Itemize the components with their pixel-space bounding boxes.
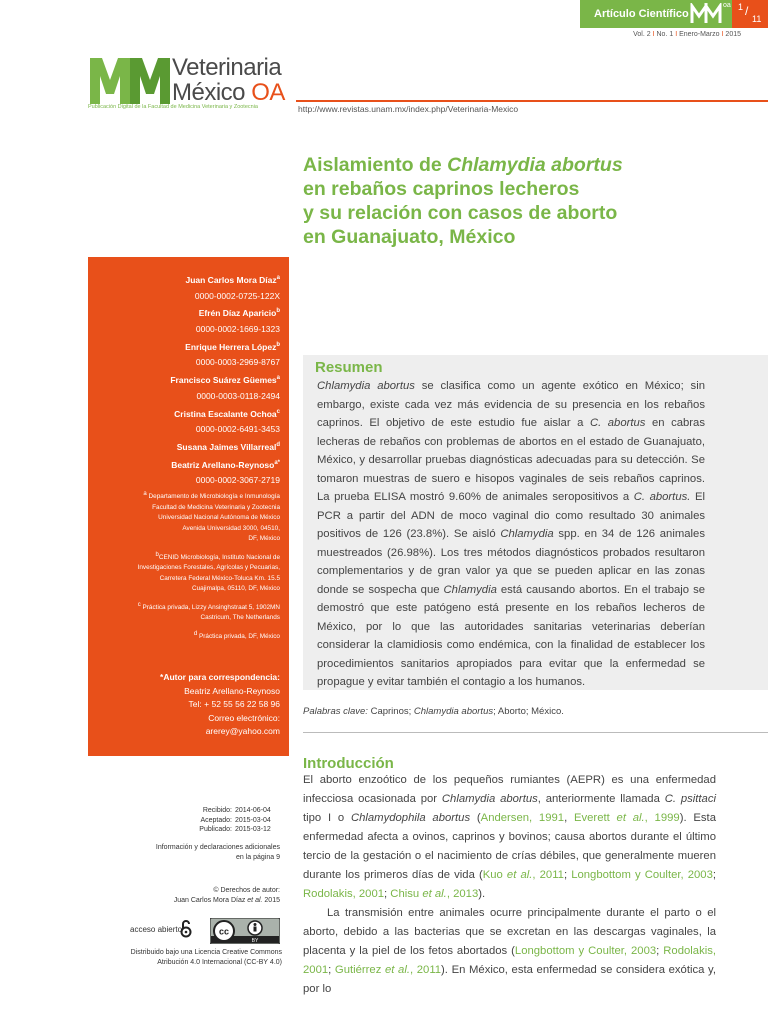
affiliation-a: $^a$ Departamento de Microbiología e Inmunología Facultad de Medicina Veterinaria y Zootecnia Universidad Nacional Autónoma de México Avenida Universidad 3000, 04510, DF, México [143,491,280,543]
keywords: Palabras clave: Caprinos; Chlamydia abortus; Aborto; México. [303,706,564,717]
title-line-3: y su relación con casos de aborto [303,202,618,224]
journal-subtitle: Publicación Digital de la Facultad de Medicina Veterinaria y Zootecnia [88,104,258,110]
journal-name-line2 [172,79,285,107]
citation-link[interactable]: Everett et al., 1999 [573,812,680,824]
open-access-lock-icon [180,920,192,938]
introduction-heading: Introducción [303,755,394,772]
citation-link[interactable]: Longbottom y Coulter, 2003 [571,869,713,881]
copyright: © Derechos de autor: Juan Carlos Mora Díaz et al. 2015 [173,887,280,904]
introduction-body [303,771,716,999]
keywords-label: Palabras clave: [303,706,368,717]
author-orcid-link[interactable]: 0000-0002-0725-122X [194,290,280,301]
author-name: Francisco Suárez Güemes$^a$ [170,375,280,386]
page-slash: / [745,4,749,18]
correspondence-heading: *Autor para correspondencia: [160,672,280,682]
section-label: Artículo Científico [594,8,689,20]
citation-link[interactable]: Rodolakis, 2001 [303,888,385,900]
author-orcid-link[interactable]: 0000-0003-0118-2494 [196,390,280,401]
correspondence-tel: Tel: + 52 55 56 22 58 96 [188,699,280,709]
author-list [170,271,280,489]
affiliations [90,489,280,648]
affiliation-b: $^b$CENID Microbiología, Instituto Nacional de Investigaciones Forestales, Agrícolas y Pecuarias, Carretera Federal México-Toluca Km. 15.5 Cuajimalpa, 05110, DF, México [137,551,280,593]
journal-logo-icon [88,54,172,106]
author-orcid-link[interactable]: 0000-0003-2969-8767 [195,357,280,368]
title-line-1-species: Chlamydia abortus [447,154,623,176]
abstract-body: Chlamydia abortus se clasifica como un agente exótico en México; sin embargo, existe cada vez más evidencia de su presencia en los rebaños caprinos. El objetivo de este estudio fue aislar a C. abortus en cabras lecheras de rebaños con problemas de abortos en el estado de Guanajuato, México, y desarrollar pruebas diagnósticas adecuadas para su detección. Se tomaron muestras de suero e hisopos vaginales de seis rebaños caprinos. La prueba ELISA mostró 9.60% de animales seropositivos a C. abortus. El PCR a partir del ADN de moco vaginal dio como resultado 30 animales positivos de 126 (23.8%). Se aisló Chlamydia spp. en 34 de 126 animales muestreados (26.98%). Los tres métodos diagnósticos probados resultaron complementarios y de gran valor ya que se pueden aplicar en las zonas donde se sospecha que Chlamydia está causando abortos. En el trabajo se demostró que este patógeno está presente en los rebaños lecheros de México, por lo que las autoridades sanitarias veterinarias deberían considerar la clamidiosis como endémica, con la finalidad de establecer los procedimientos sanitarios apropiados para evitar que la enfermedad se propague y evitar también el contagio a los humanos. [317,380,706,688]
citation-link[interactable]: Kuo et al., 2011 [482,869,564,881]
license-text: Distribuido bajo una Licencia Creative Commons Atribución 4.0 Internacional (CC-BY 4.0) [130,949,282,966]
issue-separator: I [675,31,678,38]
period: Enero-Marzo [679,31,720,38]
author-orcid-link[interactable]: 0000-0002-3067-2719 [195,475,280,486]
affiliation-c: $^c$ Práctica privada, Lizzy Ansinghstraat 5, 1902MN Castricum, The Netherlands [137,601,280,622]
journal-name-line1: Veterinaria [172,54,282,81]
volume-info [633,31,741,38]
page-total: 11 [752,14,762,24]
paragraph: El aborto enzoótico de los pequeños rumiantes (AEPR) es una enfermedad infecciosa ocasionada por Chlamydia abortus, anteriormente llamada C. psittaci tipo I o Chlamydophila abortus (Andersen, 1991, Everett et al., 1999). Esta enfermedad afecta a ovinos, caprinos y bovinos; causa abortos durante el último tercio de la gestación o el nacimiento de crías débiles, que generalmente mueren durante los primeros días de vida (Kuo et al., 2011; Longbottom y Coulter, 2003; Rodolakis, 2001; Chisu et al., 2013). [303,774,717,900]
abstract-box [303,355,768,690]
journal-url-link[interactable]: http://www.revistas.unam.mx/index.php/Veterinaria-Mexico [298,104,519,114]
author-name: Cristina Escalante Ochoa$^c$ [174,408,280,419]
article-dates [160,806,280,835]
affiliation-d: $^d$ Práctica privada, DF, México [193,630,280,640]
svg-text:cc: cc [218,926,230,937]
author-name: Juan Carlos Mora Díaz$^a$ [185,274,280,285]
cc-by-license-icon[interactable] [210,918,280,944]
abstract-heading: Resumen [315,359,383,376]
period-separator: I [721,31,724,38]
date-row: Recibido: 2014-06-04 [202,807,271,814]
volume-separator: I [652,31,655,38]
correspondence-email-label: Correo electrónico: [208,712,280,723]
date-row: Publicado: 2015-03-12 [199,826,271,833]
title-line-2: en rebaños caprinos lecheros [303,178,580,200]
citation-link[interactable]: Longbottom y Coulter, 2003 [514,945,657,957]
svg-text:BY: BY [251,938,259,944]
mini-logo-oa: oa [723,2,731,9]
citation-link[interactable]: Gutiérrez et al., 2011 [334,964,442,976]
year: 2015 [725,31,741,38]
copyright-icon: © [213,887,219,894]
correspondence [160,671,280,739]
keywords-divider [303,732,768,733]
author-panel [88,257,289,756]
volume: Vol. 2 [633,31,651,38]
page-current: 1 [738,2,744,12]
author-orcid-link[interactable]: 0000-0002-1669-1323 [195,324,280,335]
issue: No. 1 [656,31,674,38]
author-name: Beatriz Arellano-Reynoso$^{a*}$ [171,459,280,470]
header-divider [296,100,768,102]
open-access-label: acceso abierto [130,925,183,934]
additional-info: Información y declaraciones adicionales en la página 9 [155,844,280,861]
author-orcid-link[interactable]: 0000-0002-6491-3453 [195,424,280,435]
title-line-4: en Guanajuato, México [303,226,516,248]
citation-link[interactable]: Chisu et al., 2013 [390,888,479,900]
journal-name-mexico: México [172,79,246,106]
article-title [303,153,743,249]
author-name: Susana Jaimes Villarreal$^d$ [176,441,280,452]
section-tab [580,0,768,28]
citation-link[interactable]: Rodolakis, 2001 [303,945,717,976]
title-line-1-prefix: Aislamiento de [303,154,448,176]
date-row: Aceptado: 2015-03-04 [200,816,271,824]
title-line-1 [303,153,743,177]
paragraph: La transmisión entre animales ocurre principalmente durante el parto o el aborto, debido a las bacterias que se excretan en las descargas vaginales, la placenta y la piel de los fetos abortados (Longbottom y Coulter, 2003; Rodolakis, 2001; Gutiérrez et al., 2011). En México, esta enfermedad se considera exótica y, por lo [303,907,717,995]
journal-mini-logo-icon [690,3,722,25]
correspondence-name: Beatriz Arellano-Reynoso [184,685,280,696]
page-indicator [732,0,768,28]
citation-link[interactable]: Andersen, 1991 [480,812,565,824]
correspondence-email-link[interactable]: arerey@yahoo.com [205,726,280,736]
author-name: Efrén Díaz Aparicio$^b$ [198,308,280,319]
author-name: Enrique Herrera López$^b$ [185,341,280,352]
journal-name-oa: OA [245,79,285,106]
